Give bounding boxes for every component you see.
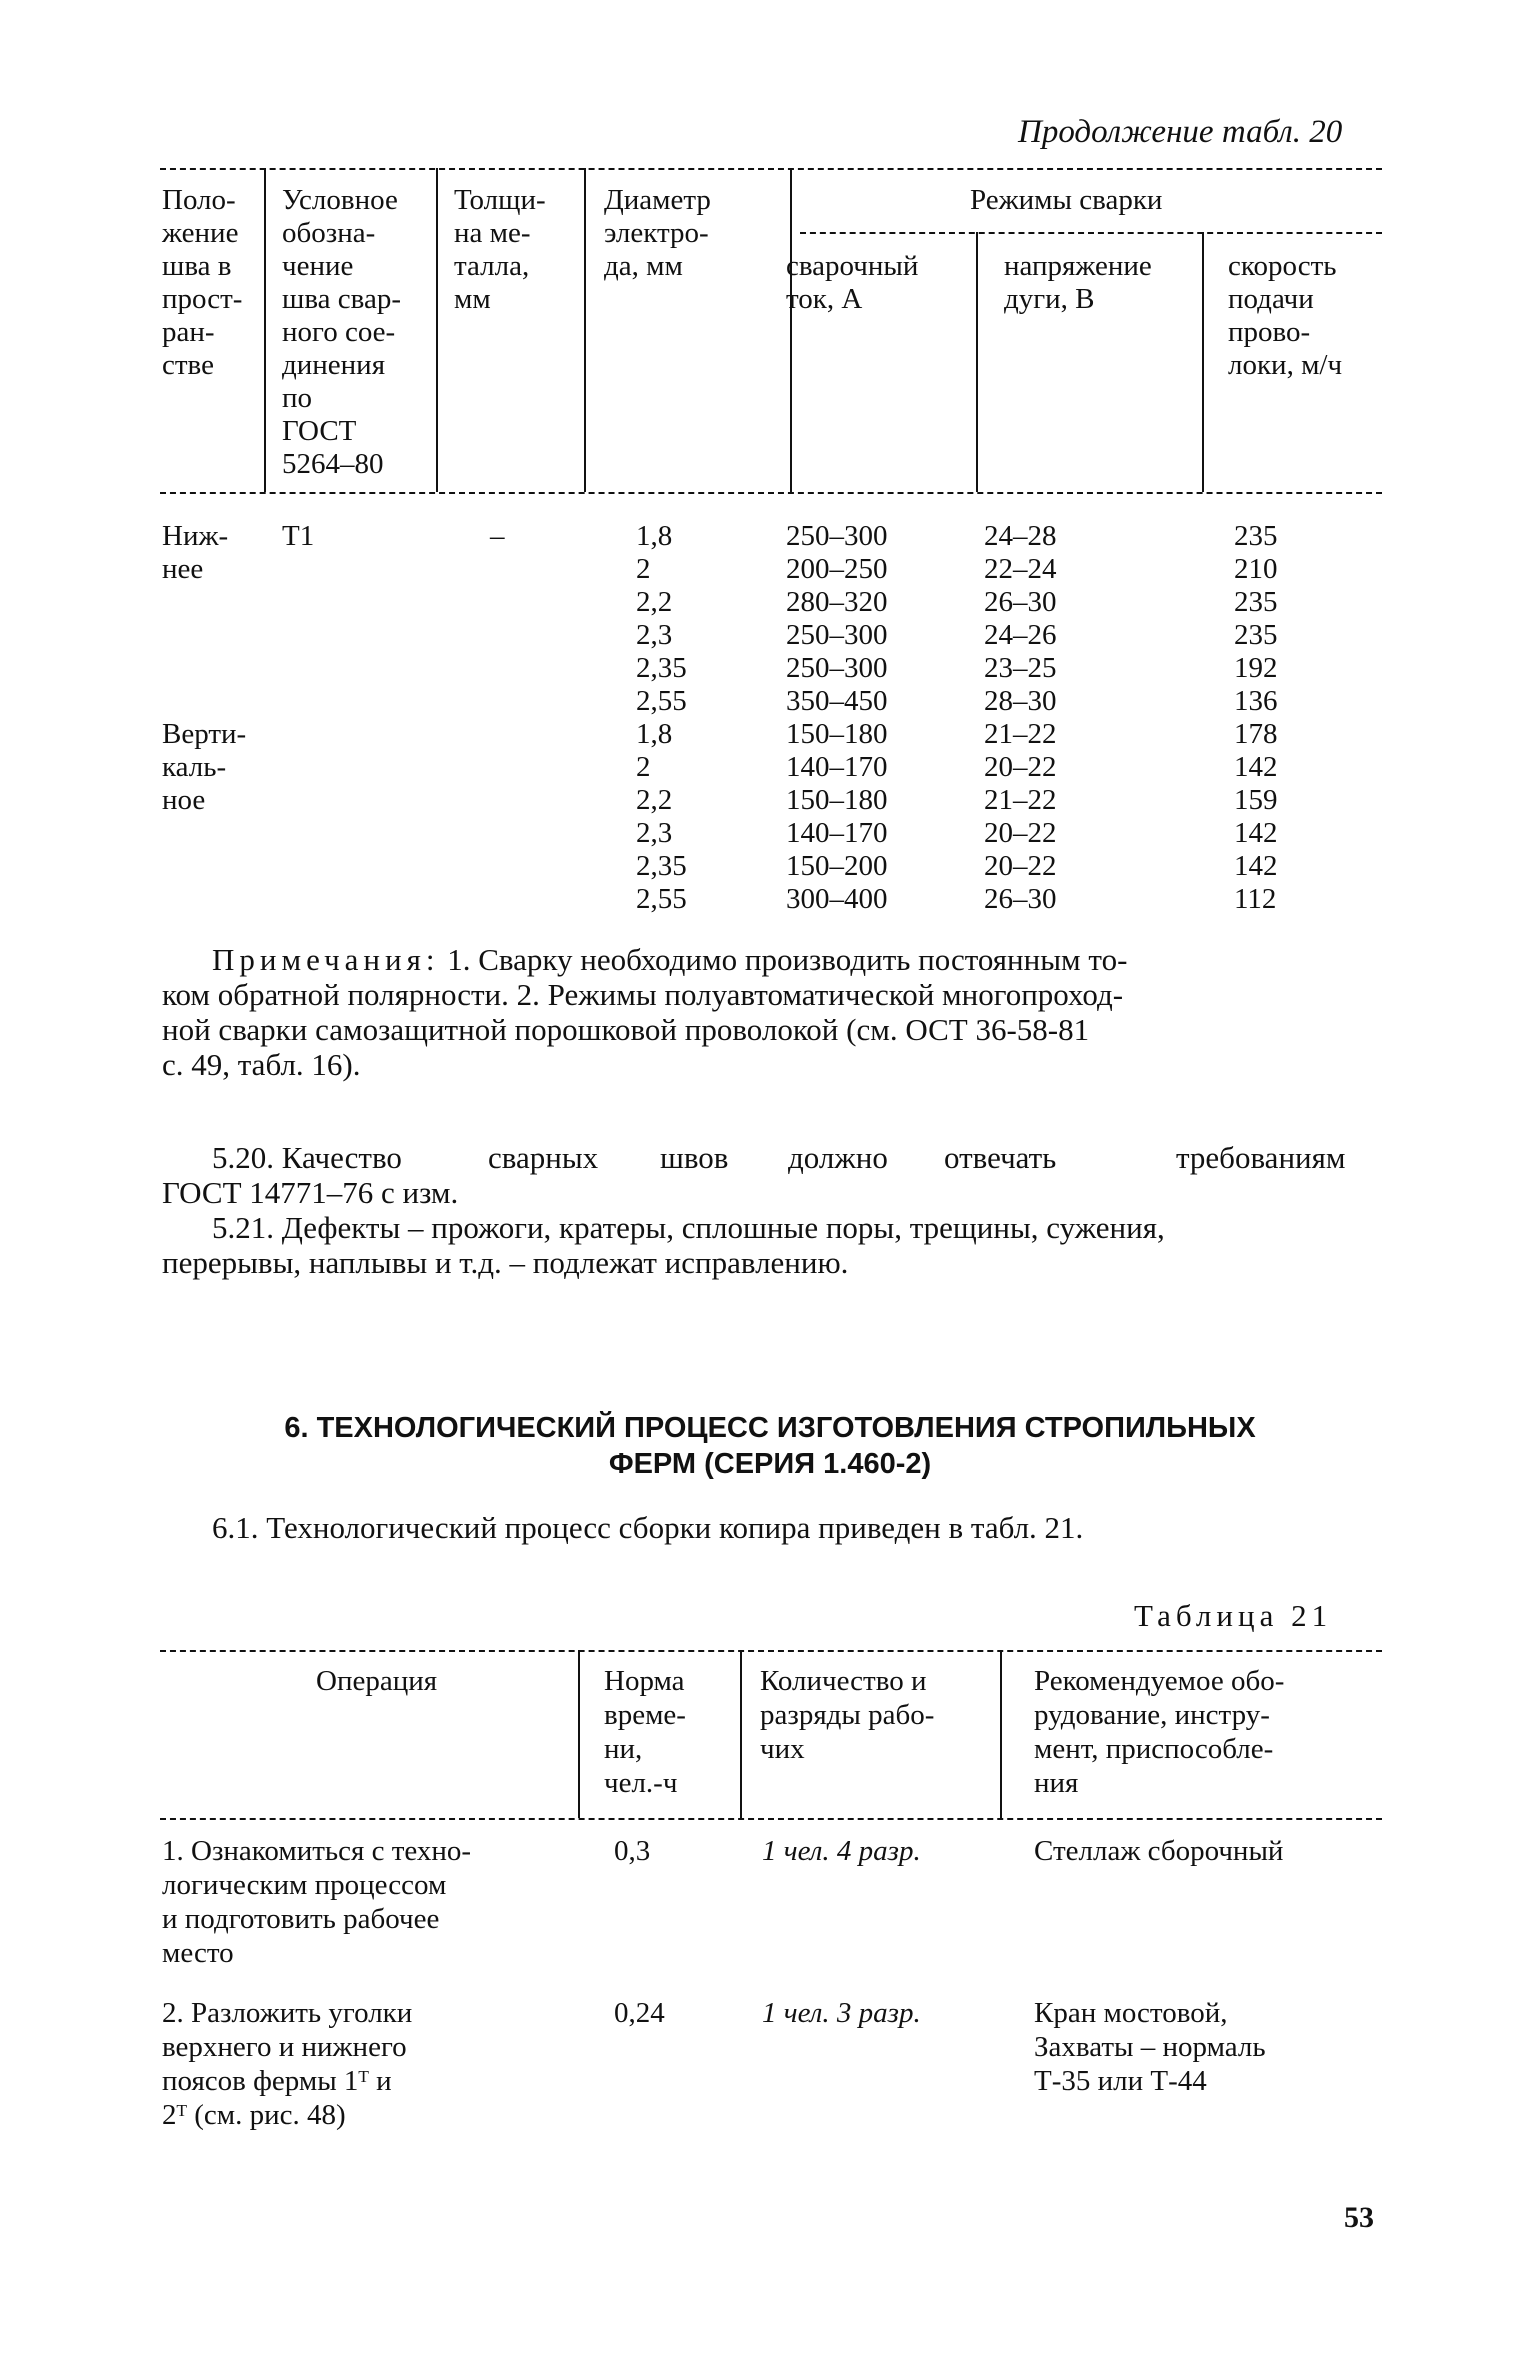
voltage-value: 20–22 (984, 817, 1057, 849)
table-col-divider (790, 168, 792, 492)
table-col-divider (578, 1650, 580, 1818)
notes-line: с. 49, табл. 16). (162, 1047, 361, 1082)
table-top-rule (160, 1650, 1382, 1652)
diameter-value: 2,2 (636, 586, 673, 618)
diameter-value: 1,8 (636, 520, 673, 552)
table-col-divider (1202, 232, 1204, 492)
header-workers: Количество и разряды рабо- чих (760, 1665, 935, 1765)
diameter-value: 2,35 (636, 850, 687, 882)
section-title: 6. ТЕХНОЛОГИЧЕСКИЙ ПРОЦЕСС ИЗГОТОВЛЕНИЯ СТРОПИЛЬНЫХ (284, 1412, 1256, 1444)
current-value: 150–180 (786, 784, 888, 816)
diameter-value: 2,2 (636, 784, 673, 816)
table-top-rule (160, 168, 1382, 170)
column-wire-speeds (1234, 520, 1278, 916)
notes-label: Примечания: (212, 942, 440, 977)
current-value: 250–300 (786, 520, 888, 552)
header-wire-speed: скорость подачи прово- локи, м/ч (1228, 250, 1343, 381)
table-continuation-title: Продолжение табл. 20 (1018, 114, 1343, 150)
speed-value: 142 (1234, 817, 1278, 849)
current-value: 350–450 (786, 685, 888, 717)
cell-equipment: Стеллаж сборочный (1034, 1835, 1284, 1867)
cell-time-norm: 0,24 (614, 1997, 665, 2029)
table-col-divider (1000, 1650, 1002, 1818)
table-header-bottom-rule (160, 492, 1382, 494)
cell-thickness: – (490, 520, 505, 552)
header-time-norm: Норма време- ни, чел.-ч (604, 1665, 686, 1799)
table-col-divider (436, 168, 438, 492)
clause-6-1: 6.1. Технологический процесс сборки копира приведен в табл. 21. (212, 1510, 1084, 1545)
current-value: 200–250 (786, 553, 888, 585)
table-header-bottom-rule (160, 1818, 1382, 1820)
table-col-divider (740, 1650, 742, 1818)
voltage-value: 20–22 (984, 850, 1057, 882)
header-current: сварочный ток, А (786, 250, 919, 315)
cell-workers: 1 чел. 3 разр. (762, 1997, 921, 2029)
current-value: 250–300 (786, 652, 888, 684)
cell-operation: 1. Ознакомиться с техно- логическим процессом и подготовить рабочее место (162, 1835, 472, 1969)
speed-value: 142 (1234, 850, 1278, 882)
speed-value: 159 (1234, 784, 1278, 816)
current-value: 300–400 (786, 883, 888, 915)
current-value: 150–200 (786, 850, 888, 882)
voltage-value: 21–22 (984, 784, 1057, 816)
current-value: 250–300 (786, 619, 888, 651)
speed-value: 178 (1234, 718, 1278, 750)
current-value: 150–180 (786, 718, 888, 750)
speed-value: 192 (1234, 652, 1278, 684)
diameter-value: 2,55 (636, 685, 687, 717)
diameter-value: 2,3 (636, 817, 673, 849)
header-welding-modes: Режимы сварки (970, 184, 1163, 216)
voltage-value: 22–24 (984, 553, 1057, 585)
voltage-value: 21–22 (984, 718, 1057, 750)
current-value: 140–170 (786, 751, 888, 783)
diameter-value: 2,3 (636, 619, 673, 651)
cell-equipment: Кран мостовой, Захваты – нормаль Т-35 или Т-44 (1034, 1997, 1266, 2097)
cell-position-vertical: Верти- каль- ное (162, 718, 247, 816)
diameter-value: 2,35 (636, 652, 687, 684)
section-title: ФЕРМ (СЕРИЯ 1.460-2) (608, 1448, 932, 1480)
voltage-value: 28–30 (984, 685, 1057, 717)
notes-line: ной сварки самозащитной порошковой проволокой (см. ОСТ 36-58-81 (162, 1012, 1090, 1047)
table-col-divider (976, 232, 978, 492)
table-col-divider (264, 168, 266, 492)
speed-value: 235 (1234, 520, 1278, 552)
page-number: 53 (1344, 2201, 1374, 2234)
column-diameters (636, 520, 687, 916)
speed-value: 136 (1234, 685, 1278, 717)
cell-workers: 1 чел. 4 разр. (762, 1835, 921, 1867)
diameter-value: 2 (636, 553, 651, 585)
column-voltages (984, 520, 1057, 916)
cell-time-norm: 0,3 (614, 1835, 651, 1867)
voltage-value: 20–22 (984, 751, 1057, 783)
table-col-divider (584, 168, 586, 492)
current-value: 280–320 (786, 586, 888, 618)
header-voltage: напряжение дуги, В (1004, 250, 1152, 315)
speed-value: 235 (1234, 586, 1278, 618)
diameter-value: 2 (636, 751, 651, 783)
speed-value: 112 (1234, 883, 1277, 915)
cell-position-lower: Ниж- нее (162, 520, 229, 585)
voltage-value: 24–28 (984, 520, 1057, 552)
voltage-value: 24–26 (984, 619, 1057, 651)
header-diameter: Диаметр электро- да, мм (604, 184, 711, 282)
speed-value: 235 (1234, 619, 1278, 651)
cell-weld-symbol: Т1 (282, 520, 315, 552)
current-value: 140–170 (786, 817, 888, 849)
speed-value: 142 (1234, 751, 1278, 783)
table-subheader-rule (800, 232, 1382, 234)
cell-operation: 2. Разложить уголки верхнего и нижнего поясов фермы 1ᵀ и 2ᵀ (см. рис. 48) (162, 1997, 413, 2131)
header-position: Поло- жение шва в прост- ран- стве (162, 184, 243, 381)
header-equipment: Рекомендуемое обо- рудование, инстру- мент, приспособле- ния (1034, 1665, 1285, 1799)
table-21-title: Таблица 21 (1134, 1598, 1333, 1633)
speed-value: 210 (1234, 553, 1278, 585)
voltage-value: 26–30 (984, 586, 1057, 618)
notes-line: Примечания: 1. Сварку необходимо производить постоянным то- (212, 942, 1128, 977)
voltage-value: 26–30 (984, 883, 1057, 915)
column-currents (786, 520, 888, 916)
diameter-value: 2,55 (636, 883, 687, 915)
voltage-value: 23–25 (984, 652, 1057, 684)
header-thickness: Толщи- на ме- талла, мм (454, 184, 546, 315)
header-weld-symbol: Условное обозна- чение шва свар- ного сое- динения по ГОСТ 5264–80 (282, 184, 401, 480)
header-operation: Операция (316, 1665, 438, 1697)
notes-line: ком обратной полярности. 2. Режимы полуавтоматической многопроход- (162, 977, 1124, 1012)
diameter-value: 1,8 (636, 718, 673, 750)
